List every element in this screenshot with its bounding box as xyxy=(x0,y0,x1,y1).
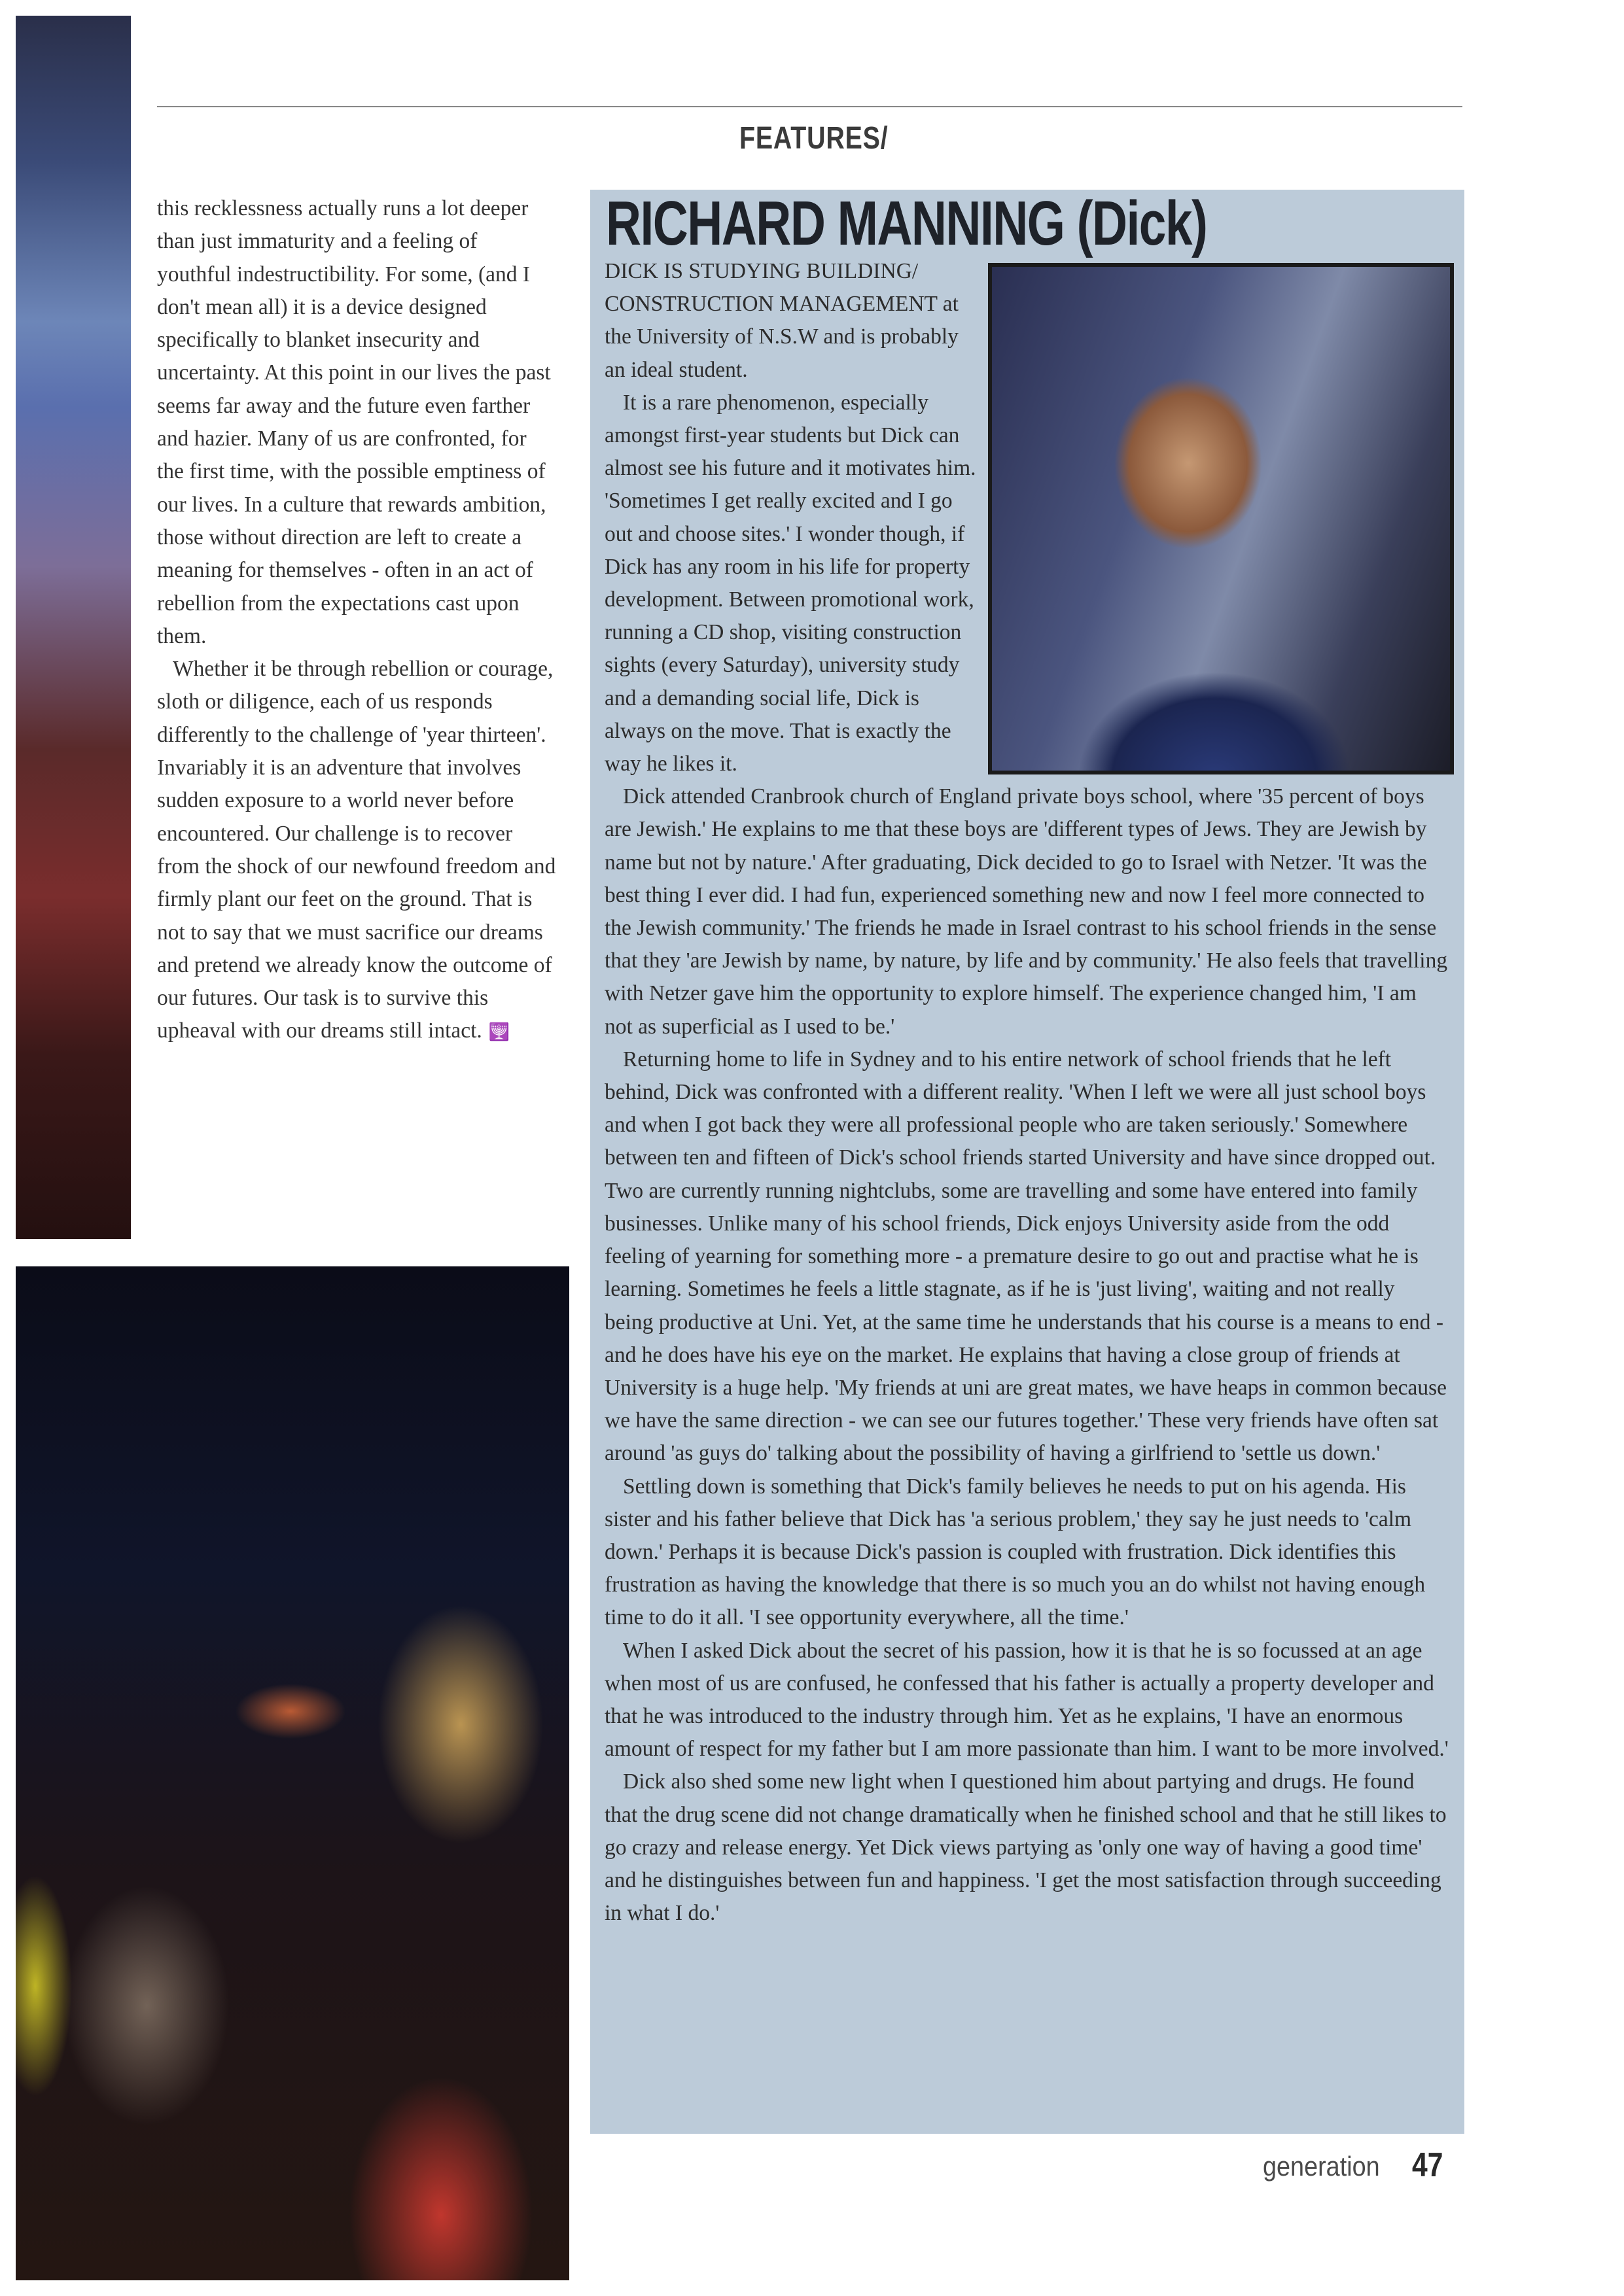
profile-paragraph: Settling down is something that Dick's family believes he needs to put on his agenda. His sister and his father believe that Dick has 'a serious problem,' they say he just needs to 'calm down.' Perhaps it is because Dick's passion is coupled with frustration. Dick identifies this frustration as having the knowledge that there is so much you an do whilst not having enough time to do it all. 'I see opportunity everywhere, all the time.' xyxy=(605,1474,1426,1630)
left-paragraph: Whether it be through rebellion or courage, sloth or diligence, each of us responds differently to the challenge of 'year thirteen'. Invariably it is an adventure that involves sudden exposure to a world never before encountered. Our challenge is to recover from the shock of our newfound freedom and firmly plant our feet on the ground. That is not to say that we must sacrifice our dreams and pretend we already know the outcome of our futures. Our task is to survive this upheaval with our dreams still intact. 🕎 xyxy=(157,657,556,1043)
profile-title: RICHARD MANNING (Dick) xyxy=(606,188,1207,258)
page-number: 47 xyxy=(1412,2146,1443,2184)
profile-paragraph: Dick also shed some new light when I questioned him about partying and drugs. He found that the drug scene did not change dramatically when he finished school and that he still likes to go crazy and release energy. Yet Dick views partying as 'only one way of having a good time' and he distinguishes between fun and happiness. 'I get the most satisfaction through succeeding in what I do.' xyxy=(605,1769,1447,1926)
article-left-column xyxy=(157,192,556,1049)
left-paragraph: this recklessness actually runs a lot deeper than just immaturity and a feeling of youthful indestructibility. For some, (and I don't mean all) it is a device designed specifically to blanket insecurity and uncertainty. At this point in our lives the past seems far away and the future even farther and hazier. Many of us are confronted, for the first time, with the possible emptiness of our lives. In a culture that rewards ambition, those without direction are left to create a meaning for themselves - often in an act of rebellion from the expectations cast upon them. xyxy=(157,196,551,648)
menorah-icon: 🕎 xyxy=(488,1022,510,1043)
profile-paragraph: It is a rare phenomenon, especially amongst first-year students but Dick can almost see his future and it motivates him. 'Sometimes I get really excited and I go out and choose sites.' I wonder though, if Dick has any room in his life for property development. Between promotional work, running a CD shop, visiting construction sights (every Saturday), university study and a demanding social life, Dick is always on the move. That is exactly the way he likes it. xyxy=(605,390,976,776)
profile-paragraph: Dick attended Cranbrook church of England private boys school, where '35 percent of boys are Jewish.' He explains to me that these boys are 'different types of Jews. They are Jewish by name but not by nature.' After graduating, Dick decided to go to Israel with Netzer. 'It was the best thing I ever did. I had fun, experienced something new and now I feel more connected to the Jewish community.' The friends he made in Israel contrast to his school friends in the sense that they 'are Jewish by name, by nature, by life and by community.' He also feels that travelling with Netzer gave him the opportunity to explore himself. The experience changed him, 'I am not as superficial as I used to be.' xyxy=(605,784,1448,1039)
club-photo-bottom xyxy=(16,1266,569,2280)
profile-lead: DICK IS STUDYING BUILDING/ CONSTRUCTION MANAGEMENT at the University of N.S.W and is probably an ideal student. xyxy=(605,259,959,382)
profile-paragraph: Returning home to life in Sydney and to his entire network of school friends that he left behind, Dick was confronted with a different reality. 'When I left we were all just school boys and when I got back they were all professional people who are taken seriously.' Somewhere between ten and fifteen of Dick's school friends started University and have since dropped out. Two are currently running nightclubs, some are travelling and some have entered into family businesses. Unlike many of his school friends, Dick enjoys University aside from the odd feeling of yearning for something more - a premature desire to go out and practise what he is learning. Sometimes he feels a little stagnate, as if he is 'just living', waiting and not really being productive at Uni. Yet, at the same time he understands that his course is a means to end - and he does have his eye on the market. He explains that having a close group of friends at University is a huge help. 'My friends at uni are great mates, we have heaps in common because we have the same direction - we can see our futures together.' These very friends have often sat around 'as guys do' talking about the possibility of having a girlfriend to 'settle us down.' xyxy=(605,1047,1447,1466)
club-photo-top xyxy=(16,16,131,1239)
profile-paragraph: When I asked Dick about the secret of his passion, how it is that he is so focussed at an age when most of us are confused, he confessed that his father is actually a property developer and that he was introduced to the industry through him. Yet as he explains, 'I have an enormous amount of respect for my father but I am more passionate than him. I want to be more involved.' xyxy=(605,1638,1449,1762)
header-rule xyxy=(157,106,1462,107)
portrait-wrap-spacer xyxy=(978,255,1449,773)
magazine-name: generation xyxy=(1263,2151,1380,2182)
profile-body xyxy=(605,255,1449,1930)
section-label: FEATURES/ xyxy=(739,121,889,156)
